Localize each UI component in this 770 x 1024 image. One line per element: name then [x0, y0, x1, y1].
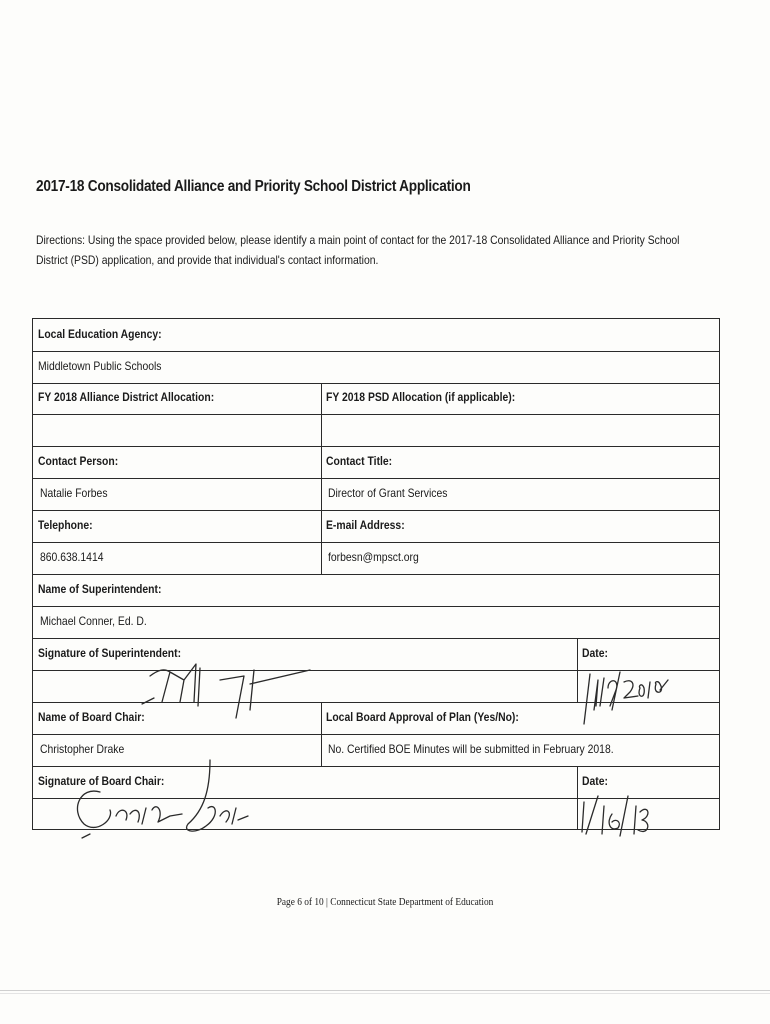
board-chair-signature: [60, 750, 250, 840]
alliance-allocation-label: FY 2018 Alliance District Allocation:: [38, 390, 215, 404]
telephone-label: Telephone:: [38, 518, 93, 532]
email-value: forbesn@mpsct.org: [328, 550, 419, 564]
superintendent-date-handwritten: [576, 660, 686, 732]
contact-person-label: Contact Person:: [38, 454, 119, 468]
superintendent-signature: [140, 640, 330, 720]
lea-value: Middletown Public Schools: [38, 359, 162, 373]
directions-text: Directions: Using the space provided below, please identify a main point of contact for the 2017-18 Consolidated Alliance and Priority School District (PSD) application, and provide that individual's contact information.: [36, 233, 680, 267]
board-approval-label: Local Board Approval of Plan (Yes/No):: [326, 710, 519, 724]
board-chair-signature-label: Signature of Board Chair:: [38, 774, 165, 788]
board-approval-value: No. Certified BOE Minutes will be submitted in February 2018.: [328, 742, 614, 756]
scan-edge-line-secondary: [0, 993, 770, 994]
contact-title-label: Contact Title:: [326, 454, 393, 468]
board-chair-date-handwritten: [576, 792, 676, 842]
board-chair-value: Christopher Drake: [40, 742, 125, 756]
document-title: 2017-18 Consolidated Alliance and Priority School District Application: [36, 178, 471, 195]
psd-allocation-label: FY 2018 PSD Allocation (if applicable):: [326, 390, 516, 404]
lea-label: Local Education Agency:: [38, 327, 162, 341]
contact-person-value: Natalie Forbes: [40, 486, 108, 500]
board-chair-date-label: Date:: [582, 774, 608, 788]
superintendent-value: Michael Conner, Ed. D.: [40, 614, 147, 628]
board-chair-label: Name of Board Chair:: [38, 710, 145, 724]
superintendent-date-label: Date:: [582, 646, 608, 660]
telephone-value: 860.638.1414: [40, 550, 104, 564]
email-label: E-mail Address:: [326, 518, 405, 532]
scan-edge-line: [0, 990, 770, 991]
superintendent-label: Name of Superintendent:: [38, 582, 162, 596]
superintendent-signature-label: Signature of Superintendent:: [38, 646, 182, 660]
contact-title-value: Director of Grant Services: [328, 486, 448, 500]
page-footer: Page 6 of 10 | Connecticut State Department of Education: [276, 896, 494, 908]
